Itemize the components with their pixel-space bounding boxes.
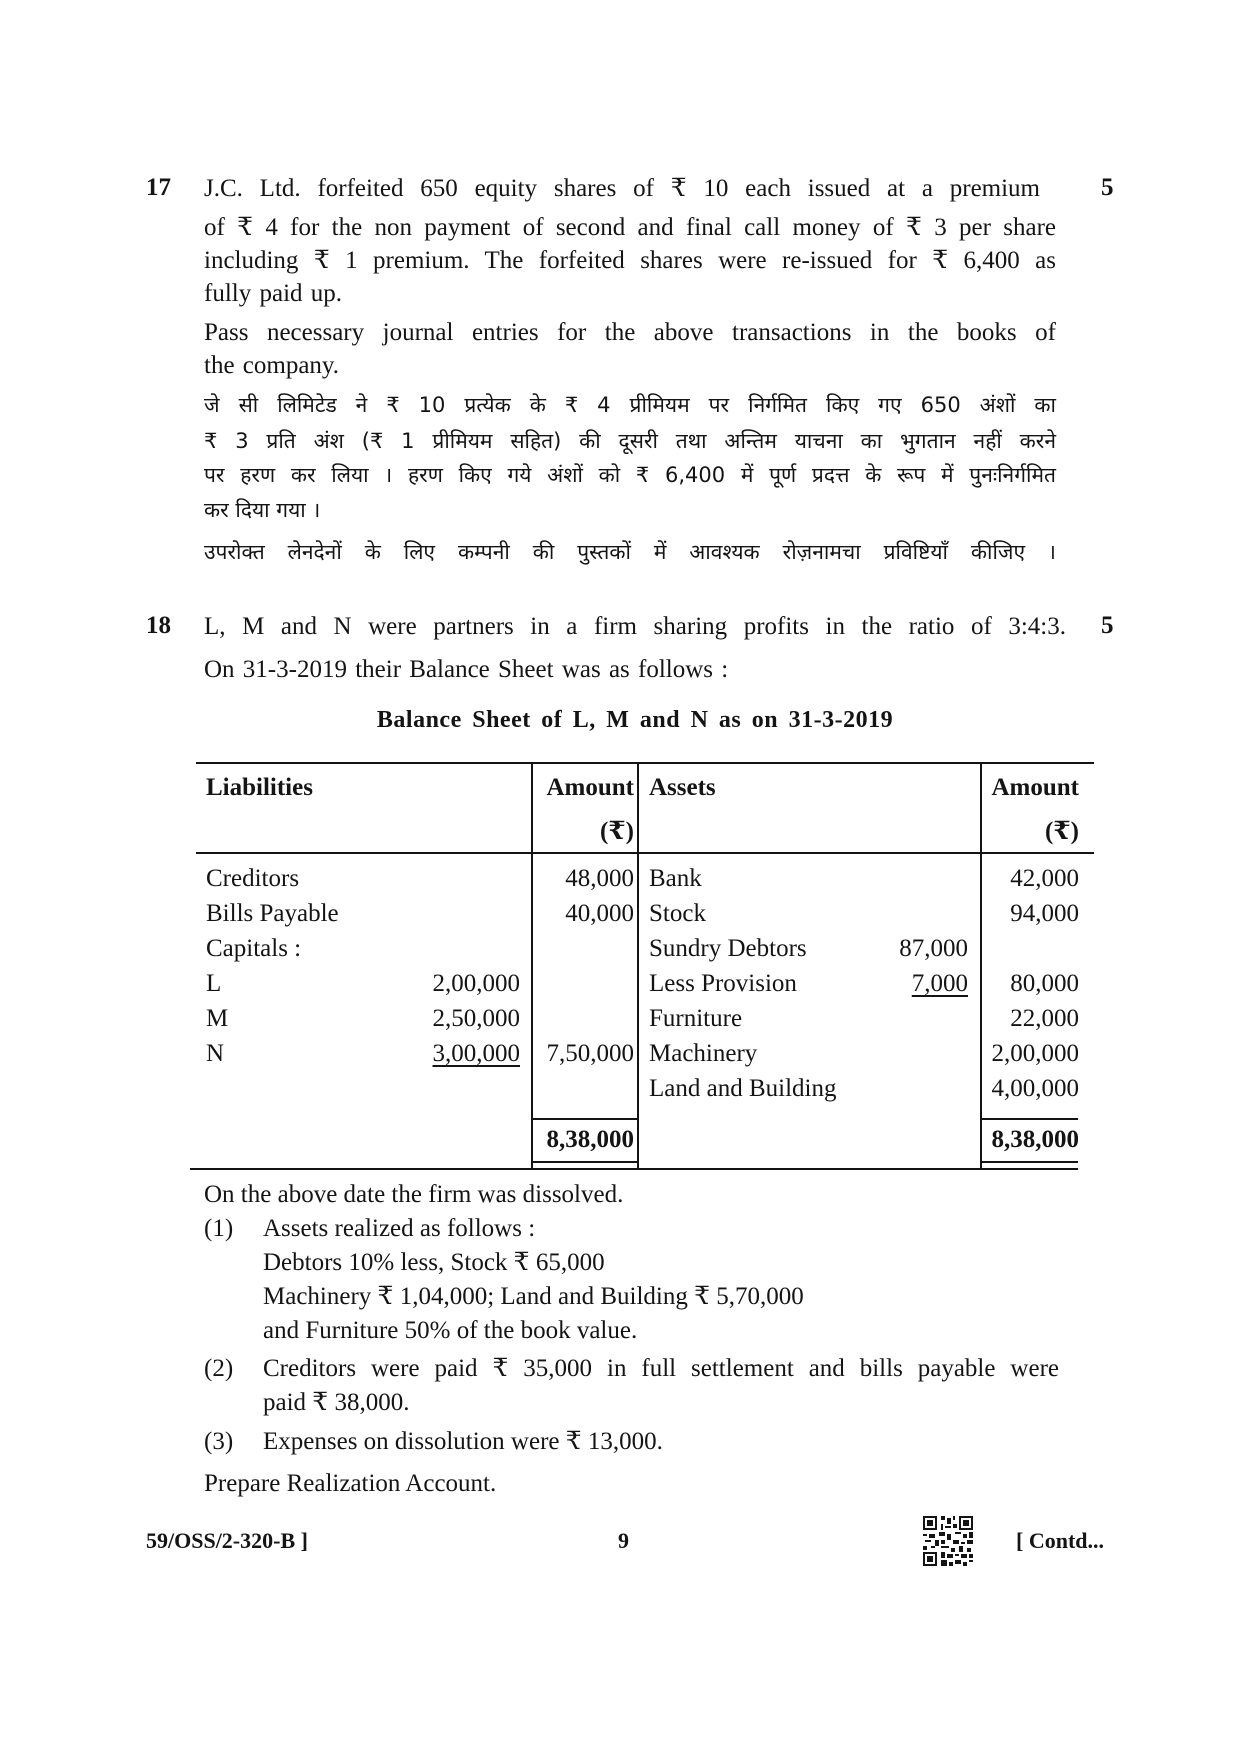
asset-label: Machinery bbox=[649, 1040, 758, 1067]
item-number-3: (3) bbox=[204, 1428, 234, 1455]
item-1-line-2: Debtors 10% less, Stock ₹ 65,000 bbox=[263, 1249, 605, 1276]
q18-line-2: On 31-3-2019 their Balance Sheet was as follows : bbox=[204, 656, 729, 683]
liability-label: Capitals : bbox=[206, 935, 302, 962]
header-currency-assets: (₹) bbox=[1044, 818, 1079, 845]
header-amount-liabilities: Amount bbox=[546, 774, 634, 801]
asset-label: Less Provision bbox=[649, 970, 797, 997]
header-amount-assets: Amount bbox=[991, 774, 1079, 801]
q17-line-1: J.C. Ltd. forfeited 650 equity shares of ₹ 10 each issued at a premium bbox=[204, 175, 1040, 202]
q17-line-4: fully paid up. bbox=[204, 280, 343, 307]
asset-amount: 4,00,000 bbox=[991, 1075, 1079, 1102]
liability-label: Bills Payable bbox=[206, 900, 339, 927]
asset-label: Stock bbox=[649, 900, 706, 927]
asset-label: Sundry Debtors bbox=[649, 935, 807, 962]
item-1-line-1: Assets realized as follows : bbox=[263, 1215, 536, 1242]
q17-line-2: of ₹ 4 for the non payment of second and final call money of ₹ 3 per share bbox=[204, 214, 1056, 241]
liability-amount: 48,000 bbox=[565, 865, 634, 892]
asset-amount: 22,000 bbox=[1010, 1005, 1079, 1032]
asset-sub-amount: 7,000 bbox=[911, 970, 968, 997]
question-number-18: 18 bbox=[146, 612, 171, 639]
item-number-2: (2) bbox=[204, 1355, 234, 1382]
asset-label: Furniture bbox=[649, 1005, 743, 1032]
q17-hindi-line-2: ₹ 3 प्रति अंश (₹ 1 प्रीमियम सहित) की दूसरी तथा अन्तिम याचना का भुगतान नहीं करने bbox=[204, 429, 1056, 453]
capital-sub-amount: 2,00,000 bbox=[432, 970, 520, 997]
asset-sub-amount: 87,000 bbox=[899, 935, 968, 962]
asset-amount: 42,000 bbox=[1010, 865, 1079, 892]
page-number: 9 bbox=[618, 1528, 629, 1553]
continued-label: [ Contd... bbox=[1016, 1528, 1105, 1553]
q18-line-1: L, M and N were partners in a firm sharing profits in the ratio of 3:4:3. bbox=[204, 613, 1066, 640]
header-assets: Assets bbox=[649, 774, 716, 801]
asset-amount: 80,000 bbox=[1010, 970, 1079, 997]
balance-sheet-title: Balance Sheet of L, M and N as on 31-3-2019 bbox=[376, 707, 894, 733]
liability-amount: 40,000 bbox=[565, 900, 634, 927]
q17-hindi-line-1: जे सी लिमिटेड ने ₹ 10 प्रत्येक के ₹ 4 प्रीमियम पर निर्गमित किए गए 650 अंशों का bbox=[204, 393, 1056, 417]
item-2-line-1: Creditors were paid ₹ 35,000 in full settlement and bills payable were bbox=[263, 1355, 1059, 1382]
asset-label: Land and Building bbox=[649, 1075, 837, 1102]
total-assets: 8,38,000 bbox=[991, 1126, 1079, 1153]
total-liabilities: 8,38,000 bbox=[546, 1126, 634, 1153]
q17-hindi-line-3: पर हरण कर लिया । हरण किए गये अंशों को ₹ 6,400 में पूर्ण प्रदत्त के रूप में पुनःनिर्गमित bbox=[204, 463, 1056, 487]
item-3-line-1: Expenses on dissolution were ₹ 13,000. bbox=[263, 1428, 663, 1455]
item-1-line-3: Machinery ₹ 1,04,000; Land and Building ₹ 5,70,000 bbox=[263, 1283, 804, 1310]
asset-amount: 94,000 bbox=[1010, 900, 1079, 927]
item-1-line-4: and Furniture 50% of the book value. bbox=[263, 1317, 638, 1344]
q17-line-3: including ₹ 1 premium. The forfeited shares were re-issued for ₹ 6,400 as bbox=[204, 247, 1056, 274]
capital-sub-amount: 3,00,000 bbox=[432, 1040, 520, 1067]
marks-17: 5 bbox=[1101, 174, 1114, 201]
liability-label: L bbox=[206, 970, 222, 997]
liability-label: N bbox=[206, 1040, 225, 1067]
dissolution-statement: On the above date the firm was dissolved. bbox=[204, 1181, 624, 1208]
question-number-17: 17 bbox=[146, 174, 171, 201]
liability-label: M bbox=[206, 1005, 229, 1032]
prepare-instruction: Prepare Realization Account. bbox=[204, 1470, 497, 1497]
capital-sub-amount: 2,50,000 bbox=[432, 1005, 520, 1032]
q17-instruction-line-2: the company. bbox=[204, 352, 340, 379]
q17-instruction-line-1: Pass necessary journal entries for the above transactions in the books of bbox=[204, 319, 1056, 346]
liability-label: Creditors bbox=[206, 865, 300, 892]
item-number-1: (1) bbox=[204, 1215, 234, 1242]
q17-hindi-line-4: कर दिया गया । bbox=[204, 498, 321, 522]
balance-sheet-table bbox=[196, 762, 1094, 1170]
asset-label: Bank bbox=[649, 865, 702, 892]
marks-18: 5 bbox=[1101, 612, 1114, 639]
item-2-line-2: paid ₹ 38,000. bbox=[263, 1389, 410, 1416]
asset-amount: 2,00,000 bbox=[991, 1040, 1079, 1067]
q17-hindi-instruction: उपरोक्त लेनदेनों के लिए कम्पनी की पुस्तकों में आवश्यक रोज़नामचा प्रविष्टियाँ कीजिए । bbox=[204, 540, 1056, 564]
paper-code: 59/OSS/2-320-B ] bbox=[146, 1528, 308, 1553]
qr-code-icon bbox=[923, 1516, 973, 1566]
header-liabilities: Liabilities bbox=[206, 774, 313, 801]
header-currency-liabilities: (₹) bbox=[599, 818, 634, 845]
liability-amount: 7,50,000 bbox=[546, 1040, 634, 1067]
